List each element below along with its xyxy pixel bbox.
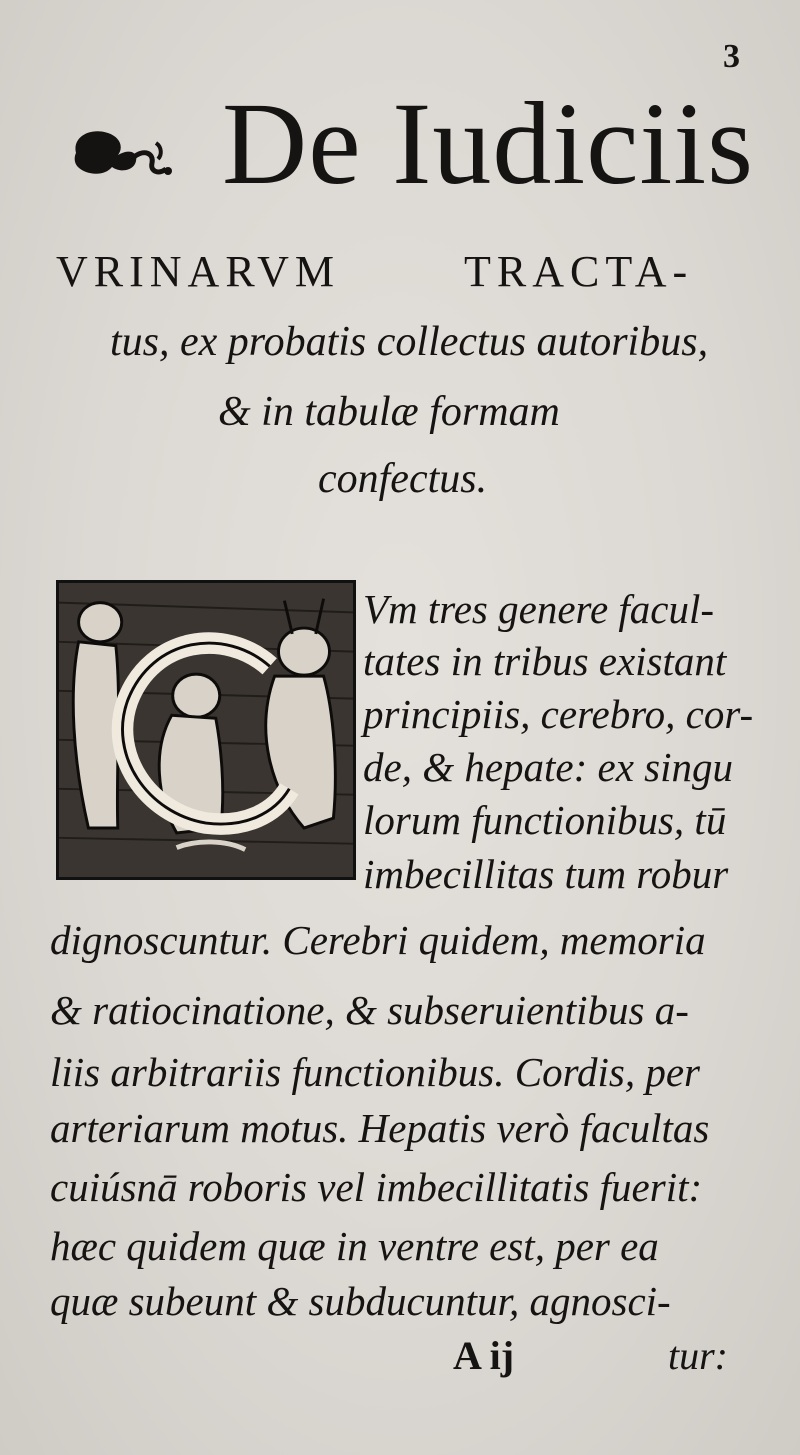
text-line: & ratiocinatione, & subseruientibus a- xyxy=(50,987,689,1033)
text-line: principiis, cerebro, cor- xyxy=(363,691,754,737)
text-line: hæc quidem quæ in ventre est, per ea xyxy=(50,1223,659,1269)
subtitle-line: & in tabulæ formam xyxy=(218,389,560,435)
text-line: Vm tres genere facul- xyxy=(363,586,715,632)
title-row xyxy=(62,78,755,215)
page-number: 3 xyxy=(723,38,740,75)
text-line: imbecillitas tum robur xyxy=(363,851,729,897)
text-line: quæ subeunt & subducuntur, agnosci- xyxy=(50,1278,671,1324)
fleuron-icon xyxy=(68,123,180,187)
text-line: de, & hepate: ex singu xyxy=(363,744,734,790)
subtitle-line: tus, ex probatis collectus autoribus, xyxy=(110,319,709,365)
text-line: cuiúsnā roboris vel imbecillitatis fuerit: xyxy=(50,1164,703,1210)
text-line: arteriarum motus. Hepatis verò facultas xyxy=(50,1105,710,1151)
catchword: tur: xyxy=(668,1333,728,1378)
text-line: dignoscuntur. Cerebri quidem, memoria xyxy=(50,917,706,963)
subtitle-line: confectus. xyxy=(318,456,488,502)
page-title: De Iudiciis xyxy=(222,78,755,209)
subtitle-caps-line xyxy=(56,246,746,296)
text-line: tates in tribus existant xyxy=(363,638,727,684)
subtitle-caps-right: TRACTA- xyxy=(464,247,694,296)
text-line: lorum functionibus, tū xyxy=(363,797,727,843)
text-line: liis arbitrariis functionibus. Cordis, per xyxy=(50,1049,701,1095)
decorated-initial xyxy=(56,580,356,880)
signature-mark: A ij xyxy=(453,1333,515,1378)
decorated-initial-icon xyxy=(59,583,353,877)
subtitle-caps-left: VRINARVM xyxy=(56,247,341,296)
